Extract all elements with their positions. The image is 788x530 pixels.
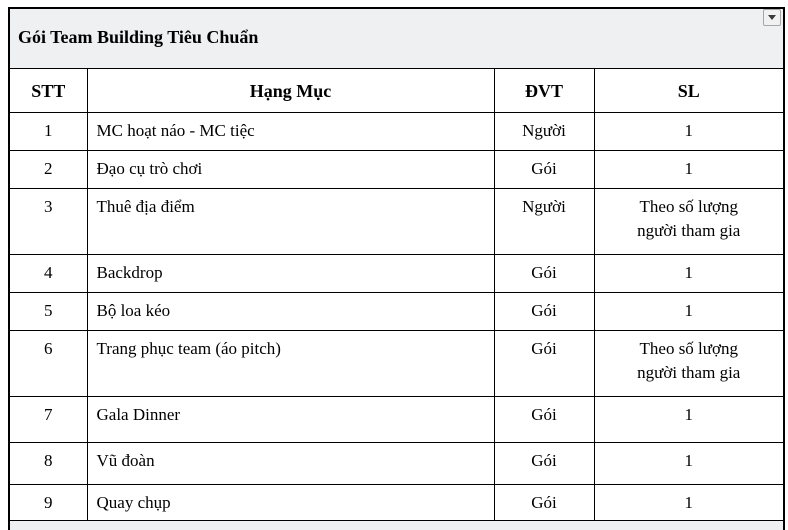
next-section-title-row-partial: [9, 520, 784, 530]
table-row: [9, 484, 784, 520]
table-row: [9, 442, 784, 484]
cell-stt: 5: [9, 292, 87, 330]
table-row: [9, 292, 784, 330]
cell-hang-muc: Vũ đoàn: [87, 442, 494, 484]
cell-hang-muc: Quay chụp: [87, 484, 494, 520]
chevron-down-icon: [768, 15, 776, 20]
cell-stt: 7: [9, 396, 87, 442]
table-title-row: [9, 8, 784, 68]
col-header-dvt: ĐVT: [494, 68, 594, 112]
cell-dvt: Gói: [494, 254, 594, 292]
cell-hang-muc: Backdrop: [87, 254, 494, 292]
cell-sl: 1: [594, 112, 784, 150]
cell-sl: 1: [594, 292, 784, 330]
cell-hang-muc: Trang phục team (áo pitch): [87, 330, 494, 396]
col-header-sl: SL: [594, 68, 784, 112]
cell-dvt: Gói: [494, 484, 594, 520]
col-header-stt: STT: [9, 68, 87, 112]
cell-dvt: Gói: [494, 442, 594, 484]
table-row: [9, 254, 784, 292]
cell-sl: 1: [594, 254, 784, 292]
cell-stt: 8: [9, 442, 87, 484]
table-row: [9, 112, 784, 150]
cell-stt: 1: [9, 112, 87, 150]
cell-stt: 9: [9, 484, 87, 520]
col-header-hang-muc: Hạng Mục: [87, 68, 494, 112]
cell-sl: Theo số lượng người tham gia: [594, 188, 784, 254]
cell-dvt: Gói: [494, 150, 594, 188]
cell-sl: Theo số lượng người tham gia: [594, 330, 784, 396]
package-table: [8, 7, 783, 530]
cell-dvt: Gói: [494, 396, 594, 442]
table-row: [9, 188, 784, 254]
next-section-title-cell: [9, 520, 784, 530]
table-row: [9, 330, 784, 396]
cell-dvt: Gói: [494, 330, 594, 396]
cell-hang-muc: Gala Dinner: [87, 396, 494, 442]
cell-hang-muc: MC hoạt náo - MC tiệc: [87, 112, 494, 150]
cell-sl: 1: [594, 150, 784, 188]
cell-hang-muc: Bộ loa kéo: [87, 292, 494, 330]
cell-dvt: Người: [494, 112, 594, 150]
cell-dvt: Người: [494, 188, 594, 254]
cell-hang-muc: Thuê địa điểm: [87, 188, 494, 254]
cell-stt: 6: [9, 330, 87, 396]
table-title: Gói Team Building Tiêu Chuẩn: [9, 8, 784, 68]
table-row: [9, 150, 784, 188]
cell-stt: 4: [9, 254, 87, 292]
cell-hang-muc: Đạo cụ trò chơi: [87, 150, 494, 188]
cell-stt: 3: [9, 188, 87, 254]
cell-stt: 2: [9, 150, 87, 188]
table-header-row: [9, 68, 784, 112]
dropdown-button[interactable]: [763, 9, 781, 26]
cell-sl: 1: [594, 442, 784, 484]
table-row: [9, 396, 784, 442]
cell-sl: 1: [594, 396, 784, 442]
team-building-table: [8, 7, 785, 530]
cell-sl: 1: [594, 484, 784, 520]
cell-dvt: Gói: [494, 292, 594, 330]
